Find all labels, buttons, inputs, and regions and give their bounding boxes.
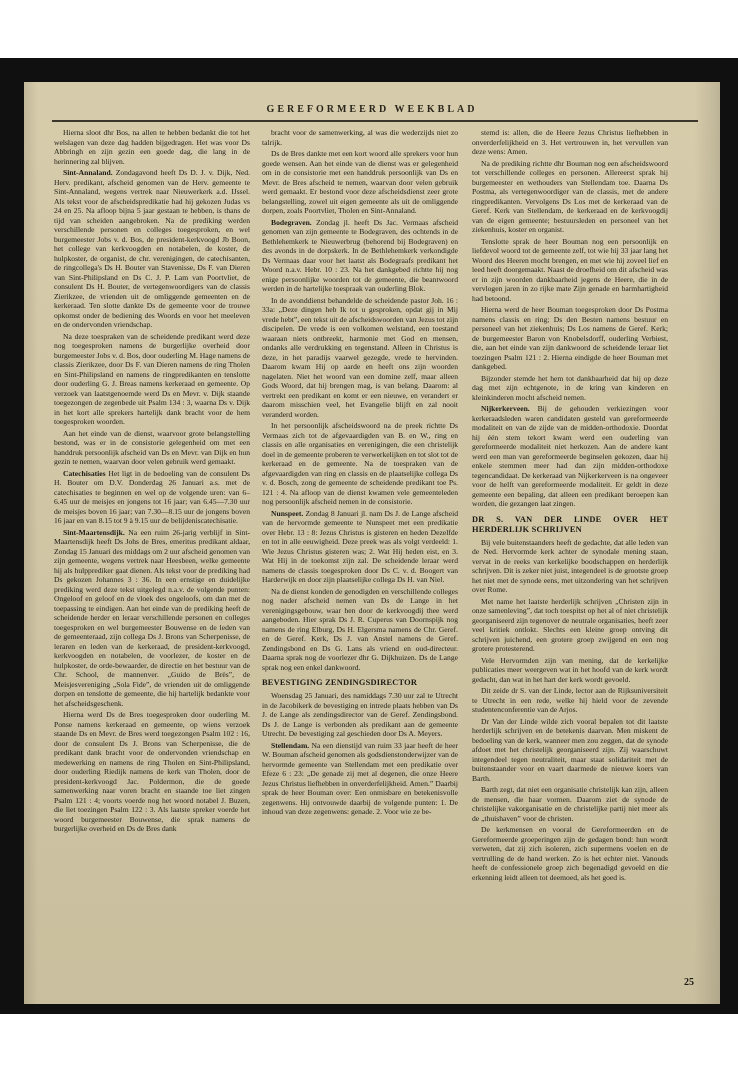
article-paragraph xyxy=(472,785,668,823)
paragraph-text: Dit zeide dr S. van der Linde, lector aan de Rijksuniversiteit te Utrecht in een rede, welke hij hield voor de zevende studentenconferentie van de Arjos. xyxy=(472,686,668,714)
place-name: Nunspeet. xyxy=(271,508,304,518)
article-paragraph xyxy=(472,656,668,685)
paragraph-text: stemd is: allen, die de Heere Jezus Christus liefhebben in onverderfelijkheid en 3. Het vertrouwen in, het vervullen van deze wens: Amen. xyxy=(472,128,668,156)
masthead: GEREFORMEERD WEEKBLAD xyxy=(266,104,478,115)
article-paragraph xyxy=(54,710,250,834)
paragraph-text: bracht voor de samenwerking, al was die wederzijds niet zo talrijk. xyxy=(262,128,458,147)
place-name: Bodegraven. xyxy=(271,217,312,227)
article-heading: BEVESTIGING ZENDINGSDIRECTOR xyxy=(262,678,418,687)
article-paragraph xyxy=(472,128,668,157)
article-paragraph xyxy=(54,168,250,330)
article-heading: DR S. VAN DER LINDE OVER HET HERDERLIJK SCHRIJVEN xyxy=(472,514,668,534)
article-paragraph xyxy=(472,305,668,372)
newspaper-page xyxy=(24,82,720,1004)
page-number: 25 xyxy=(684,977,694,988)
paragraph-text: Hierna werd Ds de Bres toegesproken door ouderling M. Ponse namens kerkeraad en gemeente, op wiens verzoek staande Ds en Mevr. de Bres werd toegezongen Psalm 102 : 16, door de consulent Ds J. Brons van Scherpenisse, die de predikant dank bracht voor de ondervonden vriendschap en medewerking en namens de ring Tholen en Sint-Philipsland, door ouderling Riedijk namens de kerk van Tholen, door de president-kerkvoogd Jac. Poldermon, die de goede samenwerking naar voren bracht en staande toe liet zingen Psalm 121 : 4; voorts voerde nog het woord notabel J. Buzen, die liet toezingen Psalm 122 : 3. Als laatste spreker voerde het woord burgemeester Bouwense, die sprak namens de burgerlijke overheid en Ds de Bres dank xyxy=(54,710,250,833)
article-paragraph xyxy=(54,528,250,709)
paragraph-text: Met name het laatste herderlijk schrijven „Christen zijn in onze samenleving”, dat toch toespitst op het al of niet christelijk georganiseerd zijn tegenover de neutrale organisaties, heeft zeer veel kritiek ontlokt. Slechts een kleine groep ontving dit schrijven juichend, een grotere groep zwijgend en een nog grotere protesterend. xyxy=(472,596,668,653)
article-paragraph xyxy=(472,538,668,595)
article-paragraph xyxy=(472,404,668,509)
paragraph-text: Na een ruim 26-jarig verblijf in Sint-Maartensdijk heeft Ds Johs de Bres, emeritus predikant aldaar, Zondag 15 Januari des middags om 2 uur afscheid genomen van zijn gemeente, wegens vertrek naar Heesbeen, welke gemeente hij als hulpprediker gaat dienen. Als tekst voor de prediking had Ds gekozen Johannes 3 : 36. In een ernstige en duidelijke prediking werd deze tekst uitgelegd n.a.v. de volgende punten: Ongeloof en geloof en de vloek des ongeloofs, om dan met de toepassing te eindigen. Aan het einde van de prediking heeft de scheidende herder en leraar verschillende personen en colleges toegesproken en wel burgemeester Bouwense en de leden van de gemeenteraad, zijn collega Ds J. Brons van Scherpenisse, de leraren en leden van de kerkeraad, de president-kerkvoogd, kerkvoogden en notabelen, de voorlezer, de koster en de hulpkoster, de orde-bewaarder, de directie en het bestuur van de Chr. School, de mannenver. „Guido de Brès”, de Meisjesvereniging „Sola Fide”, de vrienden uit de omliggende dorpen en tenslotte de gemeente, die hij hartelijk bedankte voor het afscheidsgeschenk. xyxy=(54,527,250,708)
paragraph-text: Bijzonder stemde het hem tot dankbaarheid dat hij op deze dag met zijn echtgenote, in de kring van kinderen en kleinkinderen mocht afscheid nemen. xyxy=(472,373,668,402)
article-paragraph xyxy=(472,717,668,784)
article-paragraph xyxy=(472,825,668,882)
article-paragraph xyxy=(54,128,250,166)
paragraph-text: Woensdag 25 Januari, des namiddags 7.30 uur zal te Utrecht in de Jacobikerk de bevestiging en intrede plaats hebben van Ds J. de Lange als zendingsdirector van de Geref. Zendingsbond. Ds J. de Lange is verbonden als predikant aan de gemeente Utrecht. De bevestiging zal geschieden door Ds A. Meyers. xyxy=(262,691,458,738)
article-paragraph xyxy=(472,237,668,304)
article-paragraph xyxy=(472,597,668,654)
paragraph-text: Na de prediking richtte dhr Bouman nog een afscheidswoord tot verschillende colleges en personen. Allereerst sprak hij burgemeester en wethouders van Stellendam toe. Daarna Ds Postma, als vertegenwoordiger van de classis, met de andere ringpredikanten. Vervolgens Ds Los met de kerkeraad van de Geref. Kerk van Stellendam, de kerkeraad en de kerkvoogdij van de eigen gemeente; bestuursleden en personeel van het ziekenhuis, koster en organist. xyxy=(472,158,668,234)
paragraph-text: In het persoonlijk afscheidswoord na de preek richtte Ds Vermaas zich tot de afgevaardigden van B. en W., ring en classis en alle organisaties en verenigingen, die een christelijk doel in de gemeente proberen te verwerkelijken en tot slot tot de kerkeraad en de gemeente. Na de toespraken van de afgevaardigden van ring en classis en de plaatselijke collega Ds v. d. Bosch, zong de gemeente de scheidende predikant toe Ps. 121 : 4. Na afloop van de dienst kwamen vele gemeenteleden nog persoonlijk afscheid nemen in de consistorie. xyxy=(262,421,458,506)
place-name: Nijkerkerveen. xyxy=(481,404,530,413)
paragraph-text: Na een dienstijd van ruim 33 jaar heeft de heer W. Bouman afscheid genomen als godsdienstonderwijzer van de hervormde gemeente van Stellendam met een predikatie over Efeze 6 : 23: „De genade zij met al degenen, die onze Heere Jezus Christus liefhebben in onverderfelijkheid. Amen.” Daarbij sprak de heer Bouman over: Een onmisbare en betekenisvolle zegenwens. Hij ontvouwde daarbij de volgende punten: 1. De inhoud van deze zegenwens: genade. 2. Voor wie ze be- xyxy=(262,740,458,816)
article-paragraph xyxy=(262,741,458,817)
article-paragraph xyxy=(472,159,668,235)
article-paragraph xyxy=(262,128,458,147)
column-1 xyxy=(54,128,250,983)
article-paragraph xyxy=(262,587,458,673)
paragraph-text: Zondagavond heeft Ds D. J. v. Dijk, Ned. Herv. predikant, afscheid genomen van de Herv. gemeente te Sint-Annaland, wegens vertrek naar Nieuwerkerk a.d. IJssel. Als tekst voor de afscheidspredikatie had hij gekozen Judas vs 24 en 25. Na afloop bijna 5 jaar gestaan te hebben, is thans de tijd van scheiden aangebroken. Na de prediking werden verschillende personen en colleges toegesproken, en wel burgemeester Jobs v. d. Bos, de president-kerkvoogd Jb Boon, het college van kerkvoogden en notabelen, de koster, de hulpkoster, de organist, de chr. verenigingen, de catechisanten, de ringcollega's Ds H. Bouter van Stavenisse, Ds F. van Dieren van Sint-Philipsland en Ds C. J. P. Lam van Poortvliet, de consulent Ds H. Bouter, de vertegenwoordigers van de classis Zierikzee, de vrienden uit de omliggende gemeenten en de kerkeraad. Ten slotte dankte Ds de gemeente voor de trouwe opkomst onder de bediening des Woords en voor het meeleven en de ondervonden vriendschap. xyxy=(54,168,250,329)
paragraph-text: Zondag jl. heeft Ds Jac. Vermaas afscheid genomen van zijn gemeente te Bodegraven, des ochtends in de Bethlehemkerk te Nieuwerbrug (behorend bij Bodegraven) en des avonds in de dorpskerk. In de Bethlehemkerk verkondigde Ds Vermaas daar voor het laatst als Bodegraafs predikant het Woord n.a.v. Hebr. 10 : 23. Na het dankgebed richtte hij nog enige persoonlijke woorden tot de gemeente, die beantwoord werden in de hartelijke toespraak van ouderling Blok. xyxy=(262,217,458,293)
masthead-rule xyxy=(52,120,698,122)
paragraph-text: Hierna werd de heer Bouman toegesproken door Ds Postma namens classis en ring; Ds den Besten namens bestuur en personeel van het ziekenhuis; Ds Los namens de Geref. Kerk; de burgemeester Baron von Knobelsdorff, ouderling Verbiest, die, aan het einde van zijn dankwoord de scheidende leraar liet toezingen Psalm 121 : 2. Hierna eindigde de heer Bouman met dankgebed. xyxy=(472,305,668,371)
paragraph-text: Zondag 8 Januari jl. nam Ds J. de Lange afscheid van de hervormde gemeente te Nunspeet met een predikatie over Hebr. 13 : 8: Jezus Christus is gisteren en heden Dezelfde en tot in alle eeuwigheid. Deze preek was als volgt verdeeld: 1. Wie Jezus Christus gisteren was; 2. Wat Hij heden eist, en 3. Wat Hij in de toekomst zijn zal. De scheidende leraar werd namens de classis toegesproken door Ds C. v. d. Boogert van Harderwijk en door zijn plaatselijke collega Ds H. van Niel. xyxy=(262,508,458,584)
article-paragraph xyxy=(262,296,458,420)
paragraph-text: Bij vele buitenstaanders heeft de gedachte, dat alle leden van de Ned. Hervormde kerk achter de synodale mening staan, vervat in de reeks van kerkelijke boodschappen en herderlijk schrijven. Dit is zeker niet juist, integendeel is de grootste groep het niet met de synode eens, met uitzondering van het schrijven over Rome. xyxy=(472,537,668,594)
paragraph-text: Na de dienst konden de genodigden en verschillende colleges nog nader afscheid nemen van Ds de Lange in het verenigingsgebouw, waar hen door de kerkvoogdij thee werd aangeboden. Hier sprak Ds J. R. Cuperus van Doornspijk nog namens de ring Elburg, Ds H. Elgersma namens de Chr. Geref. en de Geref. Kerk, Ds J. van Anstel namens de Geref. Zendingsbond en Ds G. Lans als vriend en oud-directeur. Daarna sprak nog de voorlezer dhr G. Dijkhuizen. Ds de Lange sprak nog een enkel dankwoord. xyxy=(262,586,458,672)
column-3 xyxy=(472,128,668,983)
place-name: Sint-Maartensdijk. xyxy=(63,527,125,537)
article-paragraph xyxy=(262,691,458,739)
article-paragraph xyxy=(262,149,458,216)
article-paragraph xyxy=(262,421,458,507)
article-paragraph xyxy=(262,218,458,294)
article-paragraph xyxy=(54,469,250,526)
column-2 xyxy=(262,128,458,983)
paragraph-text: In de avonddienst behandelde de scheidende pastor Joh. 16 : 33a: „Deze dingen heb Ik tot u gesproken, opdat gij in Mij vrede hebt”, een tekst uit de afscheidswoorden van Jezus tot zijn discipelen. De vrede is een volkomen welstand, een toestand waaraan niets ontbreekt, harmonie met God en mensen, ondanks alle verdrukking en tegenstand. Alleen in Christus is deze, in het paradijs vaarwel gezegde, vrede te hervinden. Daarom kwam Hij op aarde en heeft ons zijn woorden nagelaten. Niet het woord van een domine zelf, maar alleen Gods Woord, dat hij brengen mag, is van belang. Daarom: al vertrekt een predikant en komt er een nieuwe, en verandert er daarom misschien veel, het Evangelie blijft en zal nooit veranderd worden. xyxy=(262,295,458,419)
paragraph-text: Barth zegt, dat niet een organisatie christelijk kan zijn, alleen de mensen, die haar vormen. Daarom ziet de synode de christelijke vakorganisatie en de christelijke partij niet meer als de „thuishaven” voor de christen. xyxy=(472,785,668,823)
article-paragraph xyxy=(262,509,458,585)
paragraph-text: Dr Van der Linde wilde zich vooral bepalen tot dit laatste herderlijk schrijven en de betekenis daarvan. Men miskent de bedoeling van de kerk, wanneer men zou zeggen, dat de synode afdoet met het christelijk georganiseerd zijn. Zij waarschuwt integendeel tegen neutraliteit, maar staat solidariteit met de buitenstaander voor en vaart daarmede de nieuwe koers van Barth. xyxy=(472,716,668,783)
paragraph-text: De kerkmensen en vooral de Gereformeerden en de Gereformeerde groeperingen zijn de gedagen bond: hun wordt verweten, dat zij zich isoleren, zich supermens voelen en de vertrulling de de hand werken. Zo is het echter niet. Vanouds heeft de confessionele groep zich begenadigd gevoeld en die erkenning leidt alleen tot deemoed, als het goed is. xyxy=(472,825,668,882)
paragraph-text: Aan het einde van de dienst, waarvoor grote belangstelling bestond, was er in de consistorie gelegenheid om met een handdruk persoonlijk afscheid van Ds en Mevr. van Dijk en hun gezin te nemen, waarvan door velen gebruik werd gemaakt. xyxy=(54,428,250,466)
article-paragraph xyxy=(54,332,250,427)
article-paragraph xyxy=(472,374,668,403)
paragraph-text: Het ligt in de bedoeling van de consulent Ds H. Bouter om D.V. Donderdag 26 Januari a.s. met de catechisaties te beginnen en wel op de volgende uren: van 6–6.45 uur de meisjes en jongens tot 16 jaar; van 6.45—7.30 uur de meisjes boven 16 jaar; van 7.30—8.15 uur de jongens boven 16 jaar en van 8.15 tot 9 à 9.15 uur de belijdeniscatechisatie. xyxy=(54,468,250,525)
article-paragraph xyxy=(54,429,250,467)
paragraph-text: Na deze toespraken van de scheidende predikant werd deze nog toegesproken namens de burgerlijke overheid door burgemeester Jobs v. d. Bos, door ouderling M. Hage namens de classis Zierikzee, door Ds F. van Dieren namens de ring Tholen en Sint-Philipsland en namens de ringpredikanten en tenslotte door ouderling G. J. Breas namens kerkeraad en gemeente. Op verzoek van laatstgenoemde werd Ds en Mevr. v. Dijk staande toegezongen de zegenbede uit Psalm 134 : 3, waarna Ds v. Dijk in het kort alle sprekers hartelijk dank bracht voor de hem toegesproken woorden. xyxy=(54,331,250,426)
paragraph-text: Vele Hervormden zijn van mening, dat de kerkelijke publicaties meer weergeven wat in het hoofd van de kerk wordt gedacht, dan wat in het hart der kerk wordt gevoeld. xyxy=(472,655,668,684)
paragraph-text: Ds de Bres dankte met een kort woord alle sprekers voor hun goede wensen. Aan het einde van de dienst was er gelegenheid om in de consistorie met een handdruk persoonlijk van Ds en Mevr. de Bres afscheid te nemen, waarvan door velen gebruik werd gemaakt. Er bestond voor deze afscheidsdienst zeer grote belangstelling, zowel uit eigen gemeente als uit de omliggende dorpen, zoals Poortvliet, Tholen en Sint-Annaland. xyxy=(262,149,458,215)
place-name: Sint-Annaland. xyxy=(63,168,113,177)
place-name: Stellendam. xyxy=(271,740,310,750)
paragraph-text: Hierna sloot dhr Bos, na allen te hebben bedankt die tot het welslagen van deze dag hadden bijgedragen. Het was voor Ds Abbringh en zijn gezin een goede dag, die lang in de herinnering zal blijven. xyxy=(54,128,250,166)
paragraph-text: Tenslotte sprak de heer Bouman nog een persoonlijk en liefdevol woord tot de gemeente zelf, tot wie hij 33 jaar lang het Woord des Heeren mocht brengen, en met wie hij zoveel lief en leed heeft doorgemaakt. Naast de droefheid om dit afscheid was er in zijn woorden dankbaarheid jegens de Heere, die in de vervlogen jaren in zo rijke mate Zijn genade en barmhartigheid had betoond. xyxy=(472,236,668,303)
article-paragraph xyxy=(472,686,668,715)
paragraph-text: Bij de gehouden verkiezingen voor kerkeraadsleden waren candidaten gesteld van gereformeerde modaliteit en van de zijde van de midden-orthodoxie. Doordat hij één stem tekort kwam werd een ouderling van gereformeerde modaliteit niet herkozen. Aan de andere kant werd een man van gereformeerde beginselen gekozen, daar hij enkele stemmen meer had dan zijn midden-orthodoxe tegencandidaat. De kerkeraad van Nijkerkerveen is na ongeveer voor de helft van gereformeerde modaliteit. Er geldt in deze gemeente een bepaling, dat alleen een predikant beroepen kan worden, die gezangen laat zingen. xyxy=(472,404,668,508)
place-name: Catechisaties xyxy=(63,468,106,478)
